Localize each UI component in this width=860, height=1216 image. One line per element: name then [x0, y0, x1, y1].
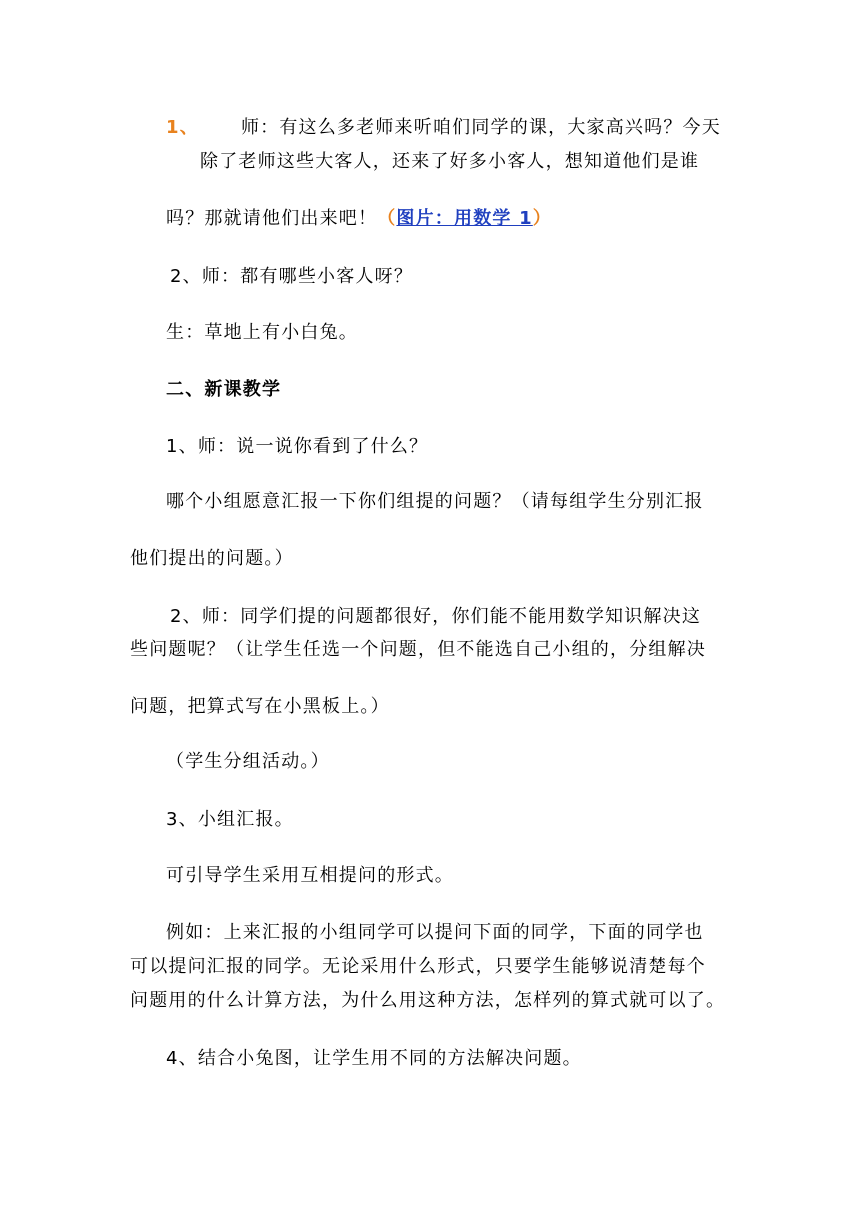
list-number: 1、 [166, 117, 199, 138]
paragraph-10-line-2: 可以提问汇报的同学。无论采用什么形式，只要学生能够说清楚每个 [130, 956, 706, 977]
paragraph-1-line-1 [166, 115, 721, 141]
image-link[interactable]: 图片：用数学 1 [396, 208, 533, 229]
paragraph-10-line-3: 问题用的什么计算方法，为什么用这种方法，怎样列的算式就可以了。 [130, 990, 726, 1011]
paragraph-9: 可引导学生采用互相提问的形式。 [166, 865, 454, 886]
paragraph-10-line-1: 例如：上来汇报的小组同学可以提问下面的同学，下面的同学也 [166, 922, 704, 943]
open-paren: （ [377, 208, 397, 229]
paragraph-5-line-1: 哪个小组愿意汇报一下你们组提的问题？（请每组学生分别汇报 [166, 491, 704, 512]
paragraph-3: 生：草地上有小白兔。 [166, 322, 358, 343]
paragraph-6-line-2: 些问题呢？（让学生任选一个问题，但不能选自己小组的，分组解决 [130, 639, 706, 660]
paragraph-5-line-2: 他们提出的问题。） [130, 548, 294, 569]
paragraph-text: 师：有这么多老师来听咱们同学的课，大家高兴吗？今天 [240, 117, 721, 138]
close-paren: ） [532, 208, 552, 229]
paragraph-7: （学生分组活动。） [166, 751, 330, 772]
paragraph-4: 1、师：说一说你看到了什么？ [166, 436, 429, 457]
paragraph-1-line-2: 除了老师这些大客人，还来了好多小客人，想知道他们是谁 [200, 151, 700, 172]
section-heading: 二、新课教学 [166, 379, 282, 400]
paragraph-8: 3、小组汇报。 [166, 809, 294, 830]
paragraph-text: 吗？那就请他们出来吧！ [166, 208, 378, 229]
paragraph-11: 4、结合小兔图，让学生用不同的方法解决问题。 [166, 1048, 582, 1069]
paragraph-1-line-3 [166, 206, 552, 232]
paragraph-6-line-3: 问题，把算式写在小黑板上。） [130, 696, 390, 717]
paragraph-2: 2、师：都有哪些小客人呀？ [170, 266, 414, 287]
paragraph-6-line-1: 2、师：同学们提的问题都很好，你们能不能用数学知识解决这 [170, 606, 702, 627]
